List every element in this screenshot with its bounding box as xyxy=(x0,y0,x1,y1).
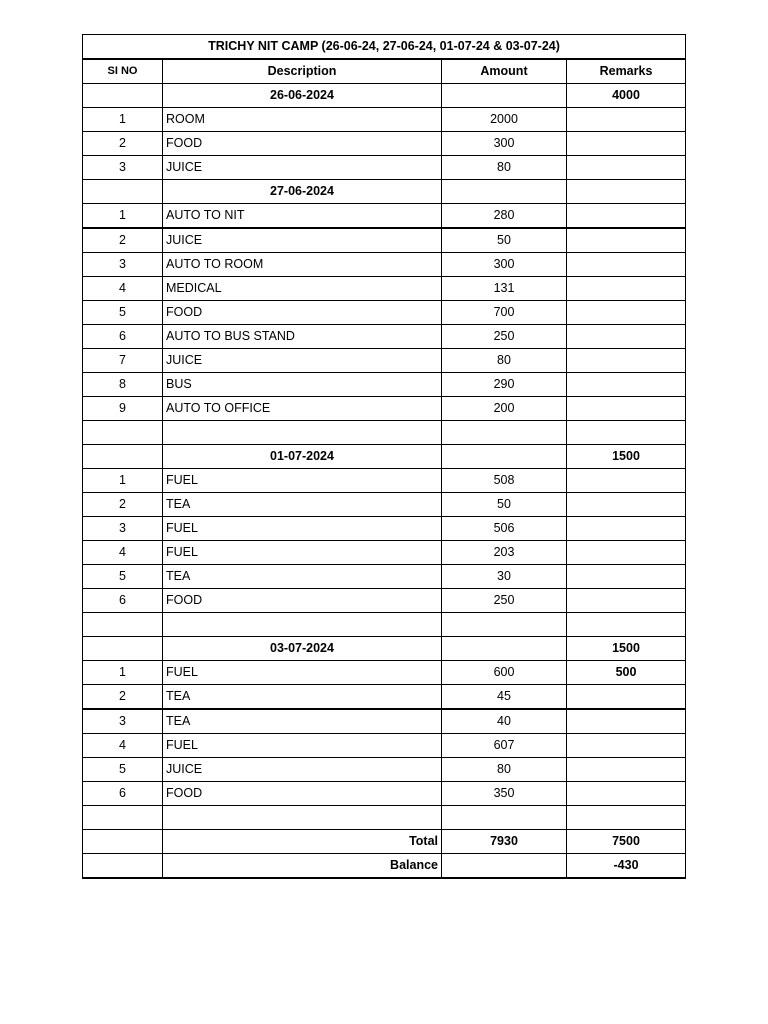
table-row xyxy=(83,493,686,517)
item-description: JUICE xyxy=(163,349,442,373)
sheet-title: TRICHY NIT CAMP (26-06-24, 27-06-24, 01-07-24 & 03-07-24) xyxy=(83,35,686,60)
total-blank-cell xyxy=(83,830,163,854)
table-row xyxy=(83,132,686,156)
item-si-no: 3 xyxy=(83,517,163,541)
date-cell: 03-07-2024 xyxy=(163,637,442,661)
item-si-no: 1 xyxy=(83,661,163,685)
item-si-no: 6 xyxy=(83,589,163,613)
date-remarks-cell: 1500 xyxy=(567,445,686,469)
table-row xyxy=(83,758,686,782)
table-row xyxy=(83,661,686,685)
item-remarks xyxy=(567,709,686,734)
item-description: FOOD xyxy=(163,301,442,325)
date-cell: 01-07-2024 xyxy=(163,445,442,469)
item-remarks xyxy=(567,541,686,565)
item-si-no: 9 xyxy=(83,397,163,421)
item-si-no: 5 xyxy=(83,758,163,782)
item-description: MEDICAL xyxy=(163,277,442,301)
item-si-no: 3 xyxy=(83,253,163,277)
item-remarks xyxy=(567,758,686,782)
item-amount: 40 xyxy=(442,709,567,734)
item-remarks xyxy=(567,493,686,517)
item-remarks xyxy=(567,589,686,613)
item-si-no: 8 xyxy=(83,373,163,397)
item-description: FUEL xyxy=(163,734,442,758)
item-description: TEA xyxy=(163,565,442,589)
total-remarks: 7500 xyxy=(567,830,686,854)
table-row xyxy=(83,565,686,589)
item-si-no: 5 xyxy=(83,301,163,325)
item-description: FUEL xyxy=(163,469,442,493)
date-remarks-cell: 1500 xyxy=(567,637,686,661)
blank-cell xyxy=(442,806,567,830)
item-amount: 600 xyxy=(442,661,567,685)
balance-remarks: -430 xyxy=(567,854,686,879)
item-si-no: 1 xyxy=(83,204,163,229)
table-row xyxy=(83,253,686,277)
item-description: AUTO TO BUS STAND xyxy=(163,325,442,349)
item-si-no: 3 xyxy=(83,156,163,180)
item-remarks xyxy=(567,277,686,301)
header-row xyxy=(83,59,686,84)
date-si-no-cell xyxy=(83,180,163,204)
item-amount: 45 xyxy=(442,685,567,710)
date-cell: 26-06-2024 xyxy=(163,84,442,108)
item-description: FUEL xyxy=(163,661,442,685)
table-row xyxy=(83,734,686,758)
item-amount: 50 xyxy=(442,228,567,253)
header-amount: Amount xyxy=(442,59,567,84)
item-amount: 30 xyxy=(442,565,567,589)
item-remarks xyxy=(567,253,686,277)
item-remarks xyxy=(567,349,686,373)
item-description: AUTO TO OFFICE xyxy=(163,397,442,421)
header-remarks: Remarks xyxy=(567,59,686,84)
blank-row xyxy=(83,806,686,830)
blank-cell xyxy=(163,613,442,637)
item-si-no: 5 xyxy=(83,565,163,589)
item-description: FOOD xyxy=(163,589,442,613)
item-remarks xyxy=(567,108,686,132)
table-row xyxy=(83,685,686,710)
item-description: BUS xyxy=(163,373,442,397)
date-cell: 27-06-2024 xyxy=(163,180,442,204)
table-row xyxy=(83,301,686,325)
date-row xyxy=(83,445,686,469)
table-row xyxy=(83,277,686,301)
table-row xyxy=(83,204,686,229)
item-amount: 300 xyxy=(442,132,567,156)
date-si-no-cell xyxy=(83,84,163,108)
date-row xyxy=(83,180,686,204)
item-remarks xyxy=(567,685,686,710)
table-row xyxy=(83,397,686,421)
balance-label: Balance xyxy=(163,854,442,879)
item-amount: 300 xyxy=(442,253,567,277)
expense-sheet-body xyxy=(83,35,686,879)
item-si-no: 7 xyxy=(83,349,163,373)
item-remarks xyxy=(567,373,686,397)
item-remarks xyxy=(567,132,686,156)
item-si-no: 6 xyxy=(83,325,163,349)
item-amount: 506 xyxy=(442,517,567,541)
date-amount-cell xyxy=(442,445,567,469)
table-row xyxy=(83,108,686,132)
item-amount: 607 xyxy=(442,734,567,758)
blank-row xyxy=(83,613,686,637)
date-remarks-cell: 4000 xyxy=(567,84,686,108)
item-amount: 200 xyxy=(442,397,567,421)
blank-cell xyxy=(567,613,686,637)
total-label: Total xyxy=(163,830,442,854)
item-amount: 250 xyxy=(442,589,567,613)
balance-amount xyxy=(442,854,567,879)
total-amount: 7930 xyxy=(442,830,567,854)
date-row xyxy=(83,637,686,661)
title-row xyxy=(83,35,686,60)
item-amount: 700 xyxy=(442,301,567,325)
date-si-no-cell xyxy=(83,637,163,661)
item-remarks xyxy=(567,397,686,421)
table-row xyxy=(83,228,686,253)
balance-blank-cell xyxy=(83,854,163,879)
item-amount: 50 xyxy=(442,493,567,517)
blank-cell xyxy=(83,613,163,637)
item-amount: 250 xyxy=(442,325,567,349)
item-si-no: 3 xyxy=(83,709,163,734)
item-amount: 508 xyxy=(442,469,567,493)
item-remarks: 500 xyxy=(567,661,686,685)
item-remarks xyxy=(567,156,686,180)
item-description: FOOD xyxy=(163,782,442,806)
date-amount-cell xyxy=(442,637,567,661)
header-si-no: SI NO xyxy=(83,59,163,84)
date-amount-cell xyxy=(442,180,567,204)
item-remarks xyxy=(567,734,686,758)
table-row xyxy=(83,373,686,397)
item-description: TEA xyxy=(163,493,442,517)
item-description: ROOM xyxy=(163,108,442,132)
blank-cell xyxy=(442,421,567,445)
item-amount: 350 xyxy=(442,782,567,806)
table-row xyxy=(83,709,686,734)
item-si-no: 2 xyxy=(83,132,163,156)
table-row xyxy=(83,349,686,373)
item-amount: 131 xyxy=(442,277,567,301)
item-description: FUEL xyxy=(163,517,442,541)
blank-cell xyxy=(83,421,163,445)
item-remarks xyxy=(567,301,686,325)
item-si-no: 2 xyxy=(83,685,163,710)
table-row xyxy=(83,325,686,349)
item-si-no: 2 xyxy=(83,493,163,517)
table-row xyxy=(83,469,686,493)
total-row xyxy=(83,830,686,854)
item-remarks xyxy=(567,782,686,806)
item-description: AUTO TO ROOM xyxy=(163,253,442,277)
blank-row xyxy=(83,421,686,445)
date-amount-cell xyxy=(442,84,567,108)
item-description: FUEL xyxy=(163,541,442,565)
item-remarks xyxy=(567,204,686,229)
item-description: JUICE xyxy=(163,156,442,180)
item-amount: 203 xyxy=(442,541,567,565)
item-remarks xyxy=(567,565,686,589)
item-description: TEA xyxy=(163,685,442,710)
item-amount: 280 xyxy=(442,204,567,229)
item-remarks xyxy=(567,228,686,253)
item-remarks xyxy=(567,325,686,349)
item-description: FOOD xyxy=(163,132,442,156)
item-si-no: 6 xyxy=(83,782,163,806)
blank-cell xyxy=(163,421,442,445)
item-description: TEA xyxy=(163,709,442,734)
blank-cell xyxy=(83,806,163,830)
item-amount: 80 xyxy=(442,156,567,180)
item-remarks xyxy=(567,517,686,541)
item-amount: 80 xyxy=(442,758,567,782)
item-description: JUICE xyxy=(163,758,442,782)
item-amount: 290 xyxy=(442,373,567,397)
header-description: Description xyxy=(163,59,442,84)
item-si-no: 1 xyxy=(83,469,163,493)
item-amount: 80 xyxy=(442,349,567,373)
date-remarks-cell xyxy=(567,180,686,204)
blank-cell xyxy=(567,806,686,830)
date-row xyxy=(83,84,686,108)
item-description: JUICE xyxy=(163,228,442,253)
blank-cell xyxy=(567,421,686,445)
table-row xyxy=(83,156,686,180)
blank-cell xyxy=(442,613,567,637)
table-row xyxy=(83,589,686,613)
item-si-no: 1 xyxy=(83,108,163,132)
balance-row xyxy=(83,854,686,879)
item-si-no: 4 xyxy=(83,734,163,758)
date-si-no-cell xyxy=(83,445,163,469)
table-row xyxy=(83,541,686,565)
item-si-no: 4 xyxy=(83,277,163,301)
item-remarks xyxy=(567,469,686,493)
blank-cell xyxy=(163,806,442,830)
table-row xyxy=(83,517,686,541)
table-row xyxy=(83,782,686,806)
item-description: AUTO TO NIT xyxy=(163,204,442,229)
item-si-no: 2 xyxy=(83,228,163,253)
item-si-no: 4 xyxy=(83,541,163,565)
expense-sheet xyxy=(82,34,686,879)
item-amount: 2000 xyxy=(442,108,567,132)
